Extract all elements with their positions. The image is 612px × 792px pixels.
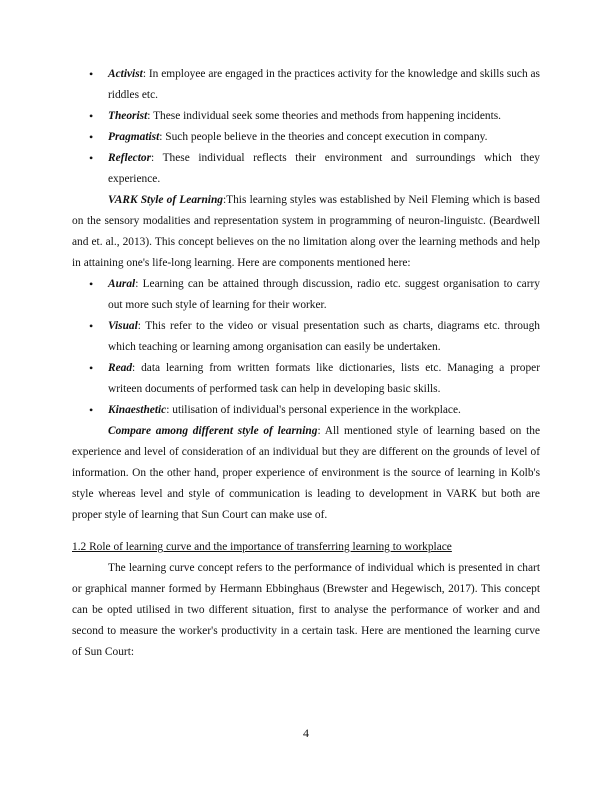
list-item: • Kinaesthetic: utilisation of individual's personal experience in the workplace. (72, 400, 540, 421)
vark-paragraph (72, 190, 540, 274)
list-item: • Reflector: These individual reflects their environment and surroundings which they experience. (72, 148, 540, 190)
vark-list (72, 274, 540, 421)
item-text: Such people believe in the theories and concept execution in company. (165, 131, 488, 143)
section-heading: 1.2 Role of learning curve and the importance of transferring learning to workplace (72, 541, 452, 553)
document-page (72, 64, 540, 663)
learning-styles-list (72, 64, 540, 190)
term-theorist: Theorist (108, 110, 148, 122)
term-aural: Aural (108, 278, 136, 290)
term-activist: Activist (108, 68, 143, 80)
item-text: This refer to the video or visual presentation such as charts, diagrams etc. through which teaching or learning among organisation can easily be undertaken. (108, 320, 540, 353)
term-visual: Visual (108, 320, 138, 332)
term-pragmatist: Pragmatist (108, 131, 160, 143)
item-text: In employee are engaged in the practices activity for the knowledge and skills such as riddles etc. (108, 68, 540, 101)
vark-text: :This learning styles was established by Neil Fleming which is based on the sensory modalities and representation system in programming of neuron-linguistc. (Beardwell and et. al., 2013). This concept believes on the no limitation along over the learning methods and help in attaining one's life-long learning. Here are components mentioned here: (72, 194, 540, 269)
item-text: data learning from written formats like dictionaries, lists etc. Managing a proper writeen documents of performed task can help in developing basic skills. (108, 362, 540, 395)
vark-term: VARK Style of Learning (108, 194, 223, 206)
list-item: • Aural: Learning can be attained through discussion, radio etc. suggest organisation to carry out more such style of learning for their worker. (72, 274, 540, 316)
term-kinaesthetic: Kinaesthetic (108, 404, 167, 416)
compare-paragraph (72, 421, 540, 526)
learning-curve-paragraph: The learning curve concept refers to the performance of individual which is presented in chart or graphical manner formed by Hermann Ebbinghaus (Brewster and Hegewisch, 2017). This concept can be opted utilised in two different situation, first to analyse the performance of worker and and second to measure the worker's productivity in a certain task. Here are mentioned the learning curve of Sun Court: (72, 562, 540, 658)
compare-text: : All mentioned style of learning based on the experience and level of consideration of an individual but they are different on the grounds of level of information. On the other hand, proper experience of environment is the source of learning in Kolb's style whereas level and style of communication is leading to development in VARK but both are proper style of learning that Sun Court can make use of. (72, 425, 540, 521)
term-reflector: Reflector (108, 152, 152, 164)
item-text: utilisation of individual's personal experience in the workplace. (172, 404, 461, 416)
list-item: • Visual: This refer to the video or visual presentation such as charts, diagrams etc. through which teaching or learning among organisation can easily be undertaken. (72, 316, 540, 358)
term-read: Read (108, 362, 133, 374)
compare-term: Compare among different style of learning (108, 425, 318, 437)
list-item: • Pragmatist: Such people believe in the theories and concept execution in company. (72, 127, 540, 148)
list-item: • Activist: In employee are engaged in the practices activity for the knowledge and skills such as riddles etc. (72, 64, 540, 106)
page-number: 4 (303, 726, 309, 740)
item-text: Learning can be attained through discussion, radio etc. suggest organisation to carry out more such style of learning for their worker. (108, 278, 540, 311)
item-text: These individual seek some theories and methods from happening incidents. (153, 110, 502, 122)
item-text: These individual reflects their environment and surroundings which they experience. (108, 152, 540, 185)
list-item: • Theorist: These individual seek some theories and methods from happening incidents. (72, 106, 540, 127)
list-item: • Read: data learning from written formats like dictionaries, lists etc. Managing a proper writeen documents of performed task can help in developing basic skills. (72, 358, 540, 400)
